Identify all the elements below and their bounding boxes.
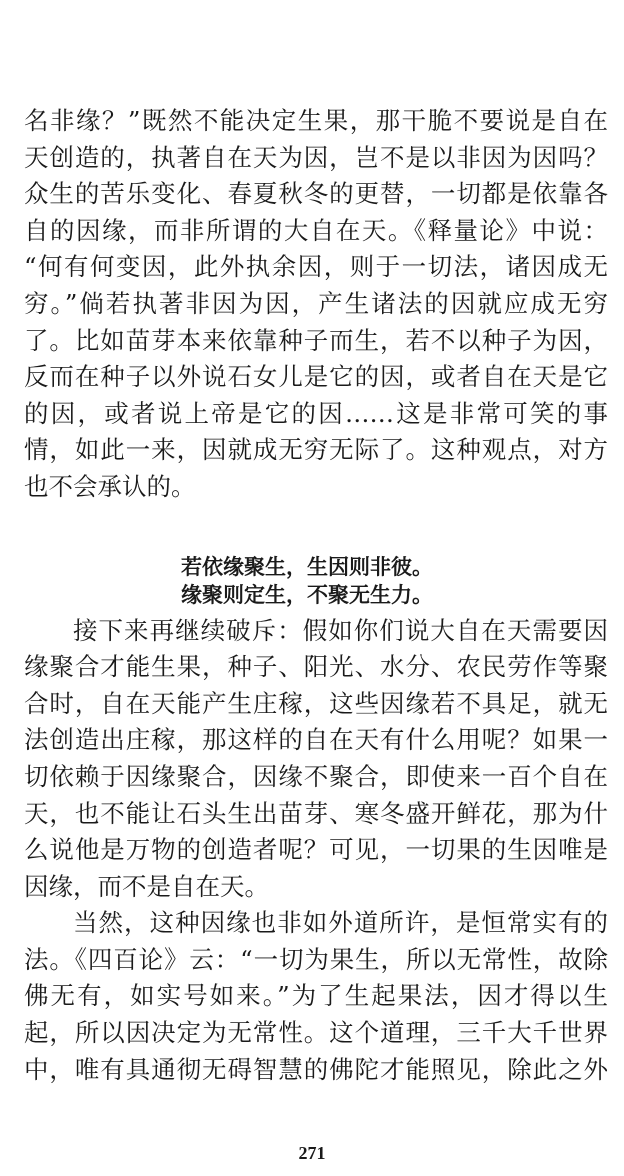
text-line: 了。比如苗芽本来依靠种子而生，若不以种子为因， (24, 325, 608, 355)
text-line: 切依赖于因缘聚合，因缘不聚合，即使来一百个自在 (24, 761, 608, 791)
verse-line: 缘聚则定生，不聚无生力。 (181, 582, 433, 607)
text-line: 名非缘？”既然不能决定生果，那干脆不要说是自在 (24, 106, 608, 135)
text-line: “何有何变因，此外执余因，则于一切法，诸因成无 (24, 252, 608, 282)
page-body (24, 103, 608, 1088)
text-line: 天创造的，执著自在天为因，岂不是以非因为因吗？ (24, 142, 608, 172)
text-line: 的因，或者说上帝是它的因……这是非常可笑的事 (24, 398, 608, 428)
section-gap (24, 506, 608, 553)
text-line: 合时，自在天能产生庄稼，这些因缘若不具足，就无 (24, 688, 608, 718)
text-line: 缘聚合才能生果，种子、阳光、水分、农民劳作等聚 (24, 652, 608, 682)
text-line: 佛无有，如实号如来。”为了生起果法，因才得以生 (24, 981, 608, 1011)
text-line: 自的因缘，而非所谓的大自在天。《释量论》中说： (24, 215, 608, 245)
text-line: 当然，这种因缘也非如外道所许，是恒常实有的 (73, 908, 608, 938)
verse (24, 553, 608, 609)
paragraph-3 (24, 905, 608, 1088)
text-line: 天，也不能让石头生出苗芽、寒冬盛开鲜花，那为什 (24, 798, 608, 828)
text-line: 么说他是万物的创造者呢？可见，一切果的生因唯是 (24, 835, 608, 865)
text-line: 中，唯有具通彻无碍智慧的佛陀才能照见，除此之外 (24, 1054, 608, 1084)
page-number: 271 (298, 1143, 326, 1163)
text-line: 反而在种子以外说石女儿是它的因，或者自在天是它 (24, 362, 608, 392)
text-line: 穷。”倘若执著非因为因，产生诸法的因就应成无穷 (24, 288, 608, 318)
text-line: 因缘，而不是自在天。 (24, 871, 269, 901)
text-line: 情，如此一来，因就成无穷无际了。这种观点，对方 (24, 435, 608, 465)
text-line: 法。《四百论》云：“一切为果生，所以无常性，故除 (24, 944, 608, 974)
text-line: 法创造出庄稼，那这样的自在天有什么用呢？如果一 (24, 725, 608, 755)
paragraph-2 (24, 613, 608, 906)
paragraph-1 (24, 103, 608, 506)
text-line: 起，所以因决定为无常性。这个道理，三千大千世界 (24, 1018, 608, 1048)
text-line: 接下来再继续破斥：假如你们说大自在天需要因 (73, 615, 608, 645)
text-line: 众生的苦乐变化、春夏秋冬的更替，一切都是依靠各 (24, 179, 608, 209)
verse-line: 若依缘聚生，生因则非彼。 (181, 554, 433, 579)
text-line: 也不会承认的。 (24, 471, 196, 501)
